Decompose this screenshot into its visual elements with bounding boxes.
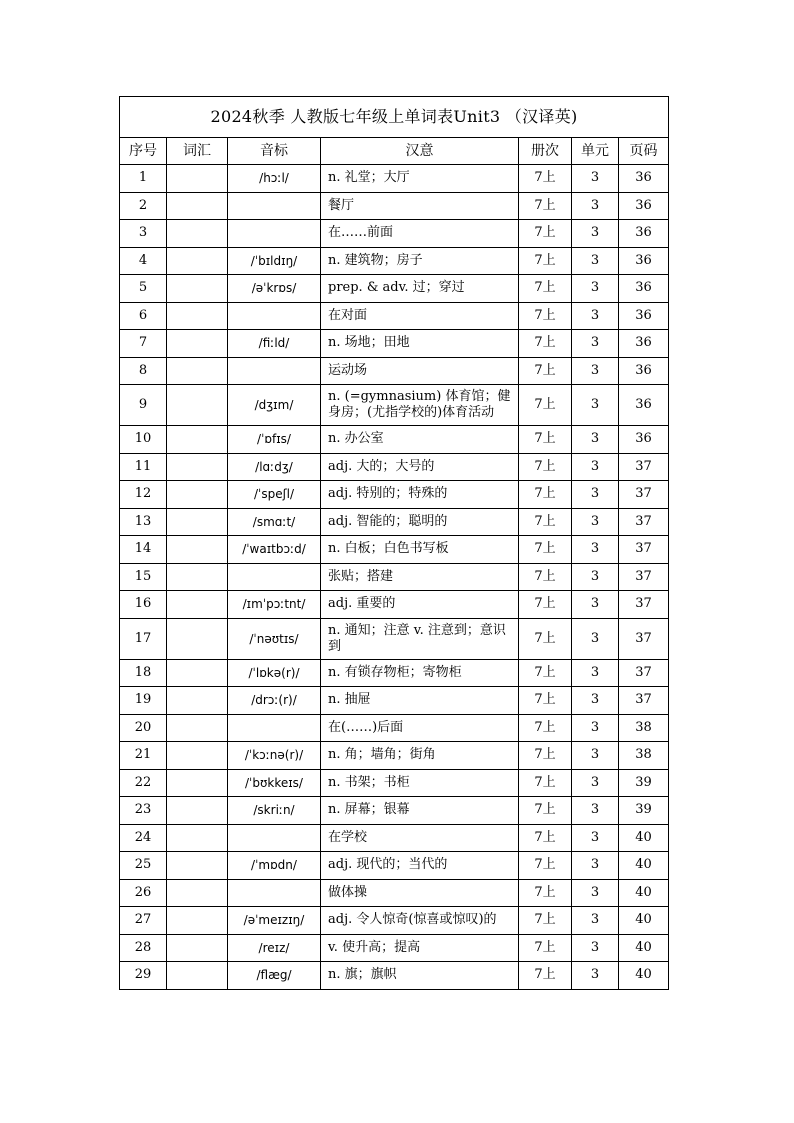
unit-cell: 3 xyxy=(572,687,619,715)
book-cell: 7上 xyxy=(519,852,572,880)
phonetic-cell xyxy=(228,824,321,852)
phonetic-cell: /ˈɒfɪs/ xyxy=(228,426,321,454)
book-cell: 7上 xyxy=(519,508,572,536)
row-number-cell: 12 xyxy=(120,481,167,509)
unit-cell: 3 xyxy=(572,852,619,880)
book-cell: 7上 xyxy=(519,385,572,426)
phonetic-cell: /ˈbʊkkeɪs/ xyxy=(228,769,321,797)
word-cell xyxy=(167,247,228,275)
meaning-cell: n. 旗；旗帜 xyxy=(321,962,519,990)
table-row xyxy=(120,907,669,935)
phonetic-cell: /ɪmˈpɔːtnt/ xyxy=(228,591,321,619)
row-number-cell: 20 xyxy=(120,714,167,742)
meaning-cell: 在对面 xyxy=(321,302,519,330)
page-cell: 37 xyxy=(619,591,669,619)
page-cell: 40 xyxy=(619,852,669,880)
header-word: 词汇 xyxy=(167,138,228,165)
meaning-cell: adj. 智能的；聪明的 xyxy=(321,508,519,536)
table-row xyxy=(120,385,669,426)
table-row xyxy=(120,687,669,715)
meaning-cell: n. (=gymnasium) 体育馆；健身房；(尤指学校的)体育活动 xyxy=(321,385,519,426)
page-cell: 37 xyxy=(619,563,669,591)
row-number-cell: 22 xyxy=(120,769,167,797)
word-cell xyxy=(167,934,228,962)
table-row xyxy=(120,618,669,659)
page-cell: 37 xyxy=(619,536,669,564)
table-title: 2024秋季 人教版七年级上单词表Unit3 （汉译英) xyxy=(120,97,669,138)
row-number-cell: 9 xyxy=(120,385,167,426)
header-book: 册次 xyxy=(519,138,572,165)
page-cell: 37 xyxy=(619,508,669,536)
word-cell xyxy=(167,192,228,220)
header-page: 页码 xyxy=(619,138,669,165)
unit-cell: 3 xyxy=(572,563,619,591)
meaning-cell: n. 屏幕；银幕 xyxy=(321,797,519,825)
meaning-cell: prep. & adv. 过；穿过 xyxy=(321,275,519,303)
word-cell xyxy=(167,591,228,619)
word-cell xyxy=(167,962,228,990)
phonetic-cell: /ˈbɪldɪŋ/ xyxy=(228,247,321,275)
row-number-cell: 4 xyxy=(120,247,167,275)
word-cell xyxy=(167,907,228,935)
phonetic-cell: /lɑːdʒ/ xyxy=(228,453,321,481)
row-number-cell: 27 xyxy=(120,907,167,935)
meaning-cell: 张贴；搭建 xyxy=(321,563,519,591)
page-cell: 36 xyxy=(619,357,669,385)
table-row xyxy=(120,769,669,797)
page-cell: 40 xyxy=(619,824,669,852)
table-row xyxy=(120,591,669,619)
book-cell: 7上 xyxy=(519,797,572,825)
page-cell: 38 xyxy=(619,742,669,770)
row-number-cell: 19 xyxy=(120,687,167,715)
unit-cell: 3 xyxy=(572,220,619,248)
unit-cell: 3 xyxy=(572,879,619,907)
unit-cell: 3 xyxy=(572,659,619,687)
page-cell: 40 xyxy=(619,934,669,962)
book-cell: 7上 xyxy=(519,742,572,770)
table-row xyxy=(120,357,669,385)
word-cell xyxy=(167,330,228,358)
word-cell xyxy=(167,824,228,852)
phonetic-cell: /drɔː(r)/ xyxy=(228,687,321,715)
unit-cell: 3 xyxy=(572,453,619,481)
unit-cell: 3 xyxy=(572,385,619,426)
page-cell: 36 xyxy=(619,247,669,275)
row-number-cell: 18 xyxy=(120,659,167,687)
unit-cell: 3 xyxy=(572,275,619,303)
meaning-cell: n. 场地；田地 xyxy=(321,330,519,358)
meaning-cell: 在(……)后面 xyxy=(321,714,519,742)
row-number-cell: 8 xyxy=(120,357,167,385)
row-number-cell: 3 xyxy=(120,220,167,248)
phonetic-cell xyxy=(228,357,321,385)
page-cell: 37 xyxy=(619,453,669,481)
unit-cell: 3 xyxy=(572,357,619,385)
unit-cell: 3 xyxy=(572,742,619,770)
row-number-cell: 6 xyxy=(120,302,167,330)
word-cell xyxy=(167,481,228,509)
table-row xyxy=(120,508,669,536)
unit-cell: 3 xyxy=(572,824,619,852)
row-number-cell: 16 xyxy=(120,591,167,619)
page-cell: 36 xyxy=(619,302,669,330)
meaning-cell: adj. 现代的；当代的 xyxy=(321,852,519,880)
word-cell xyxy=(167,536,228,564)
vocabulary-table xyxy=(119,96,669,990)
phonetic-cell xyxy=(228,192,321,220)
book-cell: 7上 xyxy=(519,481,572,509)
unit-cell: 3 xyxy=(572,330,619,358)
phonetic-cell: /əˈmeɪzɪŋ/ xyxy=(228,907,321,935)
unit-cell: 3 xyxy=(572,591,619,619)
phonetic-cell xyxy=(228,220,321,248)
book-cell: 7上 xyxy=(519,824,572,852)
word-cell xyxy=(167,453,228,481)
meaning-cell: n. 白板；白色书写板 xyxy=(321,536,519,564)
table-row xyxy=(120,659,669,687)
header-row xyxy=(120,138,669,165)
table-row xyxy=(120,536,669,564)
unit-cell: 3 xyxy=(572,618,619,659)
word-cell xyxy=(167,714,228,742)
table-row xyxy=(120,481,669,509)
phonetic-cell: /reɪz/ xyxy=(228,934,321,962)
book-cell: 7上 xyxy=(519,962,572,990)
page-cell: 36 xyxy=(619,426,669,454)
meaning-cell: n. 有锁存物柜；寄物柜 xyxy=(321,659,519,687)
phonetic-cell: /hɔːl/ xyxy=(228,165,321,193)
row-number-cell: 10 xyxy=(120,426,167,454)
row-number-cell: 21 xyxy=(120,742,167,770)
word-cell xyxy=(167,357,228,385)
book-cell: 7上 xyxy=(519,687,572,715)
table-row xyxy=(120,165,669,193)
meaning-cell: 在……前面 xyxy=(321,220,519,248)
table-row xyxy=(120,879,669,907)
phonetic-cell xyxy=(228,879,321,907)
word-cell xyxy=(167,687,228,715)
book-cell: 7上 xyxy=(519,426,572,454)
book-cell: 7上 xyxy=(519,769,572,797)
meaning-cell: n. 办公室 xyxy=(321,426,519,454)
word-cell xyxy=(167,563,228,591)
phonetic-cell: /fiːld/ xyxy=(228,330,321,358)
book-cell: 7上 xyxy=(519,247,572,275)
row-number-cell: 7 xyxy=(120,330,167,358)
meaning-cell: n. 建筑物；房子 xyxy=(321,247,519,275)
table-row xyxy=(120,934,669,962)
page-cell: 36 xyxy=(619,220,669,248)
table-row xyxy=(120,220,669,248)
phonetic-cell xyxy=(228,563,321,591)
book-cell: 7上 xyxy=(519,659,572,687)
unit-cell: 3 xyxy=(572,165,619,193)
row-number-cell: 26 xyxy=(120,879,167,907)
header-no: 序号 xyxy=(120,138,167,165)
row-number-cell: 28 xyxy=(120,934,167,962)
table-row xyxy=(120,742,669,770)
page-cell: 36 xyxy=(619,192,669,220)
page-cell: 37 xyxy=(619,687,669,715)
word-cell xyxy=(167,659,228,687)
phonetic-cell: /ˈnəʊtɪs/ xyxy=(228,618,321,659)
table-row xyxy=(120,852,669,880)
book-cell: 7上 xyxy=(519,453,572,481)
page-cell: 37 xyxy=(619,481,669,509)
book-cell: 7上 xyxy=(519,536,572,564)
unit-cell: 3 xyxy=(572,302,619,330)
unit-cell: 3 xyxy=(572,481,619,509)
row-number-cell: 11 xyxy=(120,453,167,481)
phonetic-cell: /flæg/ xyxy=(228,962,321,990)
meaning-cell: n. 书架；书柜 xyxy=(321,769,519,797)
unit-cell: 3 xyxy=(572,962,619,990)
word-cell xyxy=(167,742,228,770)
page-cell: 36 xyxy=(619,275,669,303)
row-number-cell: 1 xyxy=(120,165,167,193)
word-cell xyxy=(167,618,228,659)
page-cell: 40 xyxy=(619,962,669,990)
page-cell: 40 xyxy=(619,879,669,907)
phonetic-cell: /ˈkɔːnə(r)/ xyxy=(228,742,321,770)
row-number-cell: 13 xyxy=(120,508,167,536)
meaning-cell: 在学校 xyxy=(321,824,519,852)
phonetic-cell: /skriːn/ xyxy=(228,797,321,825)
table-row xyxy=(120,453,669,481)
table-row xyxy=(120,302,669,330)
book-cell: 7上 xyxy=(519,618,572,659)
meaning-cell: 运动场 xyxy=(321,357,519,385)
word-cell xyxy=(167,275,228,303)
meaning-cell: n. 通知；注意 v. 注意到；意识到 xyxy=(321,618,519,659)
word-cell xyxy=(167,852,228,880)
table-row xyxy=(120,426,669,454)
word-cell xyxy=(167,769,228,797)
word-cell xyxy=(167,797,228,825)
word-cell xyxy=(167,165,228,193)
table-row xyxy=(120,192,669,220)
book-cell: 7上 xyxy=(519,165,572,193)
table-row xyxy=(120,330,669,358)
row-number-cell: 14 xyxy=(120,536,167,564)
phonetic-cell: /ˈspeʃl/ xyxy=(228,481,321,509)
unit-cell: 3 xyxy=(572,247,619,275)
phonetic-cell: /smɑːt/ xyxy=(228,508,321,536)
word-cell xyxy=(167,220,228,248)
page-cell: 36 xyxy=(619,330,669,358)
table-row xyxy=(120,714,669,742)
book-cell: 7上 xyxy=(519,330,572,358)
unit-cell: 3 xyxy=(572,426,619,454)
phonetic-cell: /əˈkrɒs/ xyxy=(228,275,321,303)
unit-cell: 3 xyxy=(572,714,619,742)
page-cell: 40 xyxy=(619,907,669,935)
word-cell xyxy=(167,426,228,454)
unit-cell: 3 xyxy=(572,907,619,935)
meaning-cell: n. 角；墙角；街角 xyxy=(321,742,519,770)
page-cell: 36 xyxy=(619,385,669,426)
meaning-cell: n. 礼堂；大厅 xyxy=(321,165,519,193)
page-cell: 37 xyxy=(619,618,669,659)
header-unit: 单元 xyxy=(572,138,619,165)
meaning-cell: 餐厅 xyxy=(321,192,519,220)
row-number-cell: 24 xyxy=(120,824,167,852)
unit-cell: 3 xyxy=(572,536,619,564)
header-meaning: 汉意 xyxy=(321,138,519,165)
meaning-cell: adj. 特别的；特殊的 xyxy=(321,481,519,509)
table-row xyxy=(120,563,669,591)
book-cell: 7上 xyxy=(519,563,572,591)
phonetic-cell: /ˈmɒdn/ xyxy=(228,852,321,880)
row-number-cell: 5 xyxy=(120,275,167,303)
header-phonetic: 音标 xyxy=(228,138,321,165)
book-cell: 7上 xyxy=(519,879,572,907)
phonetic-cell: /ˈlɒkə(r)/ xyxy=(228,659,321,687)
book-cell: 7上 xyxy=(519,220,572,248)
row-number-cell: 29 xyxy=(120,962,167,990)
unit-cell: 3 xyxy=(572,797,619,825)
row-number-cell: 17 xyxy=(120,618,167,659)
table-row xyxy=(120,824,669,852)
row-number-cell: 23 xyxy=(120,797,167,825)
word-cell xyxy=(167,385,228,426)
table-row xyxy=(120,275,669,303)
book-cell: 7上 xyxy=(519,907,572,935)
book-cell: 7上 xyxy=(519,934,572,962)
unit-cell: 3 xyxy=(572,934,619,962)
page-cell: 37 xyxy=(619,659,669,687)
book-cell: 7上 xyxy=(519,591,572,619)
vocabulary-sheet xyxy=(119,96,668,990)
page-cell: 39 xyxy=(619,769,669,797)
row-number-cell: 15 xyxy=(120,563,167,591)
phonetic-cell: /ˈwaɪtbɔːd/ xyxy=(228,536,321,564)
unit-cell: 3 xyxy=(572,769,619,797)
meaning-cell: n. 抽屉 xyxy=(321,687,519,715)
unit-cell: 3 xyxy=(572,508,619,536)
meaning-cell: adj. 重要的 xyxy=(321,591,519,619)
book-cell: 7上 xyxy=(519,302,572,330)
row-number-cell: 25 xyxy=(120,852,167,880)
word-cell xyxy=(167,508,228,536)
meaning-cell: 做体操 xyxy=(321,879,519,907)
title-row xyxy=(120,97,669,138)
table-row xyxy=(120,797,669,825)
table-row xyxy=(120,962,669,990)
meaning-cell: v. 使升高；提高 xyxy=(321,934,519,962)
page-cell: 39 xyxy=(619,797,669,825)
meaning-cell: adj. 令人惊奇(惊喜或惊叹)的 xyxy=(321,907,519,935)
phonetic-cell: /dʒɪm/ xyxy=(228,385,321,426)
page-cell: 36 xyxy=(619,165,669,193)
row-number-cell: 2 xyxy=(120,192,167,220)
word-cell xyxy=(167,879,228,907)
table-row xyxy=(120,247,669,275)
unit-cell: 3 xyxy=(572,192,619,220)
book-cell: 7上 xyxy=(519,192,572,220)
phonetic-cell xyxy=(228,714,321,742)
meaning-cell: adj. 大的；大号的 xyxy=(321,453,519,481)
page-cell: 38 xyxy=(619,714,669,742)
word-cell xyxy=(167,302,228,330)
book-cell: 7上 xyxy=(519,714,572,742)
book-cell: 7上 xyxy=(519,275,572,303)
book-cell: 7上 xyxy=(519,357,572,385)
phonetic-cell xyxy=(228,302,321,330)
